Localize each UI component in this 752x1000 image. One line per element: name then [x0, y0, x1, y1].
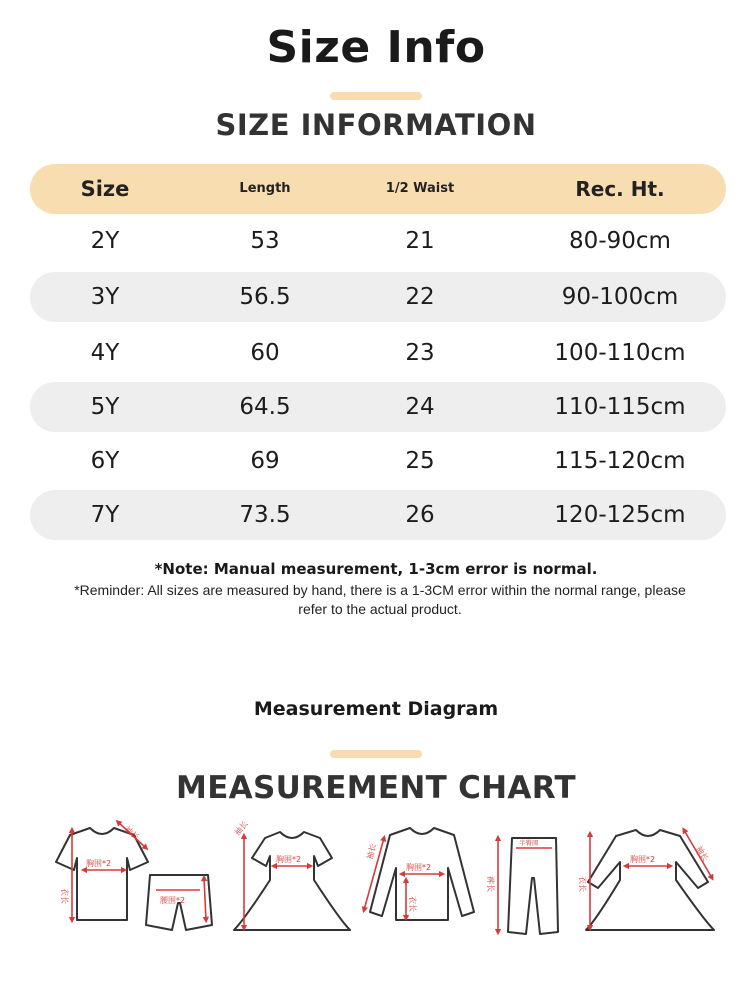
tshirt-chest-label: 胸围*2 [86, 859, 112, 868]
cell-half-waist: 26 [405, 502, 435, 528]
dress2-sleeve-label: 袖长 [694, 844, 711, 863]
measurement-note: *Note: Manual measurement, 1-3cm error is normal. [154, 560, 598, 578]
cell-length: 69 [250, 448, 280, 474]
tshirt-length-label: 衣长 [60, 888, 69, 904]
cell-length: 64.5 [239, 394, 291, 420]
cell-length: 53 [250, 228, 280, 254]
cell-half-waist: 23 [405, 340, 435, 366]
cell-recommended-height: 115-120cm [554, 448, 686, 474]
measurement-chart-heading: MEASUREMENT CHART [176, 770, 576, 806]
header-length: Length [239, 181, 291, 196]
cell-half-waist: 22 [405, 284, 435, 310]
short-sleeve-dress-icon [234, 832, 350, 930]
cell-length: 73.5 [239, 502, 291, 528]
cell-size: 5Y [90, 394, 120, 420]
top-sleeve-label: 袖长 [365, 842, 379, 861]
pants-hip-label: 半臀围 [519, 839, 539, 847]
cell-size: 3Y [90, 284, 120, 310]
cell-size: 7Y [90, 502, 120, 528]
cell-size: 4Y [90, 340, 120, 366]
cell-recommended-height: 110-115cm [554, 394, 686, 420]
dress-chest-label: 胸围*2 [276, 855, 302, 864]
cell-recommended-height: 120-125cm [554, 502, 686, 528]
dress2-chest-label: 胸围*2 [630, 855, 656, 864]
cell-recommended-height: 100-110cm [554, 340, 686, 366]
cell-half-waist: 25 [405, 448, 435, 474]
cell-half-waist: 24 [405, 394, 435, 420]
top-length-label: 衣长 [408, 896, 417, 912]
cell-half-waist: 21 [405, 228, 435, 254]
dress-sleeve-label: 袖长 [232, 819, 250, 838]
tshirt-icon [56, 828, 148, 920]
cell-recommended-height: 80-90cm [569, 228, 671, 254]
dress2-length-label: 衣长 [578, 876, 587, 892]
reminder-text: *Reminder: All sizes are measured by hand, there is a 1-3CM error within the normal range, please refer to the actual product. [74, 582, 686, 617]
cell-size: 2Y [90, 228, 120, 254]
long-pants-icon [508, 838, 558, 934]
page-title: Size Info [266, 22, 486, 73]
cell-length: 56.5 [239, 284, 291, 310]
size-information-heading: SIZE INFORMATION [215, 108, 537, 142]
long-sleeve-dress-icon [586, 830, 714, 930]
pants-length-label: 裤长 [486, 876, 495, 892]
header-recommended-height: Rec. Ht. [575, 177, 665, 201]
tshirt-sleeve-label: 袖长 [122, 824, 141, 842]
cell-length: 60 [250, 340, 280, 366]
measurement-diagram-label: Measurement Diagram [253, 698, 499, 720]
cell-size: 6Y [90, 448, 120, 474]
top-chest-label: 胸围*2 [406, 863, 432, 872]
header-half-waist: 1/2 Waist [385, 181, 455, 196]
shorts-waist-label: 腰围*2 [160, 896, 186, 905]
cell-recommended-height: 90-100cm [561, 284, 679, 310]
header-size: Size [80, 177, 130, 201]
